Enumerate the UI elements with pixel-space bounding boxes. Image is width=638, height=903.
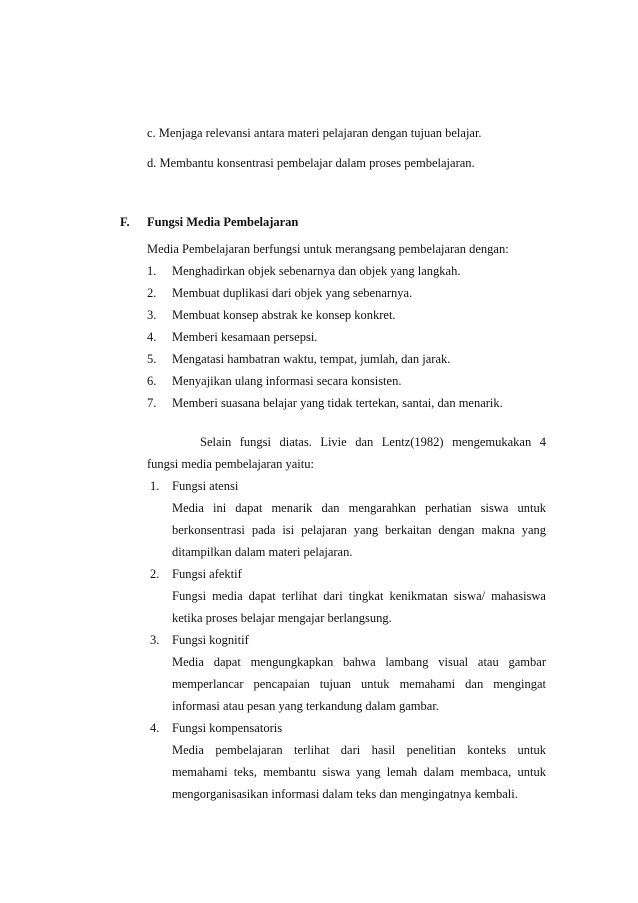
function-text-line: informasi atau pesan yang terkandung dalam gambar.: [172, 699, 439, 713]
list-item-number: 3.: [147, 308, 157, 322]
list-item-number: 1.: [147, 264, 157, 278]
function-text-line: memahami teks, membantu siswa yang lemah dalam membaca, untuk: [172, 765, 546, 779]
function-text-line: Media pembelajaran terlihat dari hasil penelitian konteks untuk: [172, 743, 546, 757]
list-item-number: 7.: [147, 396, 157, 410]
function-title: Fungsi kognitif: [172, 633, 249, 647]
function-number: 4.: [150, 721, 160, 735]
function-text-line: Media dapat mengungkapkan bahwa lambang visual atau gambar: [172, 655, 546, 669]
list-item-text: Menyajikan ulang informasi secara konsisten.: [172, 374, 402, 388]
function-number: 2.: [150, 567, 160, 581]
function-title: Fungsi atensi: [172, 479, 239, 493]
list-item-text: Mengatasi hambatran waktu, tempat, jumlah, dan jarak.: [172, 352, 451, 366]
paragraph-line-2: fungsi media pembelajaran yaitu:: [147, 457, 314, 471]
list-item-text: Membuat konsep abstrak ke konsep konkret.: [172, 308, 396, 322]
list-item-number: 2.: [147, 286, 157, 300]
intro-item-d: d. Membantu konsentrasi pembelajar dalam proses pembelajaran.: [147, 156, 475, 170]
list-item-number: 4.: [147, 330, 157, 344]
function-text-line: memperlancar pencapaian tujuan untuk memahami dan mengingat: [172, 677, 546, 691]
section-title: Fungsi Media Pembelajaran: [147, 215, 299, 229]
list-item-text: Memberi kesamaan persepsi.: [172, 330, 318, 344]
function-title: Fungsi kompensatoris: [172, 721, 283, 735]
function-number: 1.: [150, 479, 160, 493]
function-text-line: ditampilkan dalam materi pelajaran.: [172, 545, 353, 559]
function-number: 3.: [150, 633, 160, 647]
function-title: Fungsi afektif: [172, 567, 242, 581]
list-item-text: Menghadirkan objek sebenarnya dan objek yang langkah.: [172, 264, 461, 278]
function-text-line: ketika proses belajar mengajar berlangsung.: [172, 611, 392, 625]
list-item-number: 5.: [147, 352, 157, 366]
list-item-text: Membuat duplikasi dari objek yang sebenarnya.: [172, 286, 413, 300]
list-item-number: 6.: [147, 374, 157, 388]
function-text-line: Media ini dapat menarik dan mengarahkan perhatian siswa untuk: [172, 501, 546, 515]
function-text-line: Fungsi media dapat terlihat dari tingkat kenikmatan siswa/ mahasiswa: [172, 589, 546, 603]
section-lead: Media Pembelajaran berfungsi untuk merangsang pembelajaran dengan:: [147, 242, 509, 256]
section-letter: F.: [120, 215, 130, 229]
intro-item-c: c. Menjaga relevansi antara materi pelajaran dengan tujuan belajar.: [147, 126, 482, 140]
list-item-text: Memberi suasana belajar yang tidak tertekan, santai, dan menarik.: [172, 396, 503, 410]
function-text-line: berkonsentrasi pada isi pelajaran yang berkaitan dengan makna yang: [172, 523, 546, 537]
function-text-line: mengorganisasikan informasi dalam teks dan mengingatnya kembali.: [172, 787, 518, 801]
paragraph-line-1: Selain fungsi diatas. Livie dan Lentz(1982) mengemukakan 4: [200, 435, 546, 449]
